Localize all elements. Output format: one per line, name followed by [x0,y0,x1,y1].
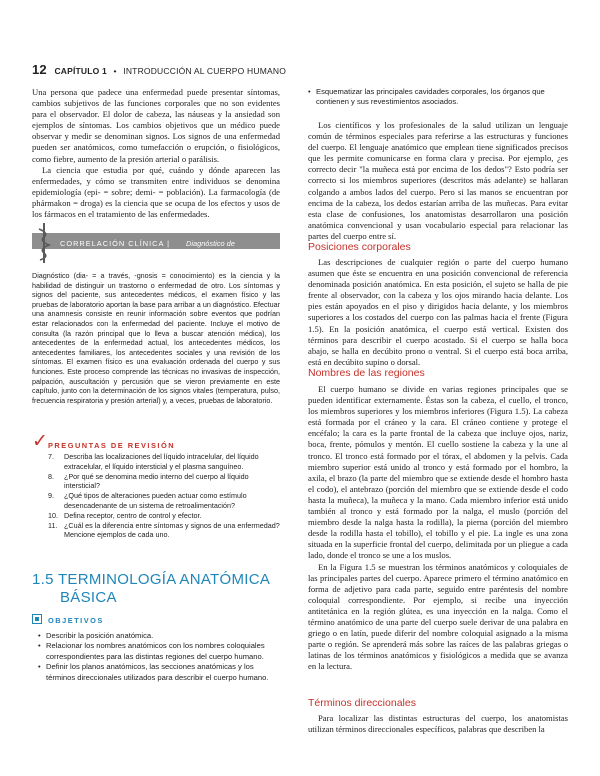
heading-regiones: Nombres de las regiones [308,367,425,379]
chapter-label: CAPÍTULO 1 [54,66,107,76]
objective-item: • Relacionar los nombres anatómicos con los nombres coloquiales correspondientes para las distintas regiones del cuerpo humano. [38,641,265,661]
clinical-subtitle-line1: Diagnóstico de [186,239,235,248]
posiciones-text [308,257,568,368]
anatomy-intro-text [308,120,568,242]
running-header [32,62,286,77]
terminos-paragraph: Para localizar las distintas estructuras del cuerpo, los anatomistas utilizan términos direccionales específicos, palabras que describen la [308,713,568,735]
section-number: 1.5 [32,571,54,588]
section-title-line2: BÁSICA [60,589,117,606]
heading-terminos: Términos direccionales [308,697,416,709]
section-title [32,571,270,607]
review-questions-title: PREGUNTAS DE REVISIÓN [48,441,176,450]
objectives-title: OBJETIVOS [48,616,104,625]
clinical-correlation-title: CORRELACIÓN CLÍNICA | [60,239,170,248]
section-title-line1: TERMINOLOGÍA ANATÓMICA [57,571,271,588]
regiones-text [308,384,568,672]
review-question: 9. ¿Qué tipos de alteraciones pueden actuar como estímulo desencadenante de un sistema de retroalimentación? [48,491,247,510]
review-question: 7. Describa las localizaciones del líquido intracelular, del líquido extracelular, el líquido intersticial y el plasma sanguíneo. [48,452,259,471]
objective-item: • Describir la posición anatómica. [38,631,154,640]
terminos-text [308,713,568,735]
review-question: 11. ¿Cuál es la diferencia entre síntomas y signos de una enfermedad? Mencione ejemplos de cada uno. [48,520,280,540]
objective-item: • Esquematizar las principales cavidades corporales, los órganos que contienen y sus revestimientos asociados. [308,87,545,107]
regiones-paragraph-2: En la Figura 1.5 se muestran los términos anatómicos y coloquiales de las principales partes del cuerpo. Aparece primero el término anatómico en forma de adjetivo para cada parte, seguido entre paréntesis del nombre coloquial correspondiente. Por ejemplo, si recibe una inyección antitetánica en la región glútea, es una inyección en la nalga. Como el término anatómico de una parte del cuerpo suele derivar de una palabra en griego o en latín, puede diferir del nombre coloquial asignado a la misma parte o región. Se aprenderá más sobre las raíces de las palabras griegas o latinas de los términos anatómicos y fisiológicos a medida que se avanza en la lectura. [308,561,568,672]
review-question: 8. ¿Por qué se denomina medio interno del cuerpo al líquido intersticial? [48,471,249,491]
objectives-list [38,631,280,683]
heading-posiciones: Posiciones corporales [308,241,411,253]
objective-item: • Definir los planos anatómicos, las secciones anatómicas y los términos direccionales utilizados para describir el cuerpo humano. [38,662,269,682]
chapter-title: INTRODUCCIÓN AL CUERPO HUMANO [123,66,287,76]
epidemiology-paragraph: La ciencia que estudia por qué, cuándo y dónde aparecen las enfermedades, y cómo se transmiten entre individuos se denomina epidemiología (epi- = sobre; demi- = población). La farmacología (de phármakon = droga) es la ciencia que se ocupa de los efectos y usos de los fármacos en el tratamiento de las enfermedades. [32,164,280,220]
review-questions-list [48,452,280,540]
symptoms-paragraph: Una persona que padece una enfermedad puede presentar síntomas, cambios subjetivos de las funciones corporales que no son evidentes para el observador. El dolor de cabeza, las náuseas y la ansiedad son ejemplos de síntomas. Los cambios objetivos que un médico puede observar y medir se denominan signos. Los signos de una enfermedad pueden ser anatómicos, como tumefacción o erupción, o fisiológicos, como fiebre, aumento de la presión arterial o parálisis. [32,87,280,164]
objectives-header [32,613,104,625]
objectives-list-continued [308,87,566,108]
review-question: 10. Defina receptor, centro de control y efector. [48,510,202,520]
page-number: 12 [32,62,47,77]
regiones-paragraph-1: El cuerpo humano se divide en varias regiones principales que se pueden identificar externamente. Éstas son la cabeza, el cuello, el tronco, los miembros superiores y los miembros inferiores (Figura 1.5). La cabeza está formada por el cráneo y la cara. El cráneo contiene y protege el encéfalo; la cara es la parte frontal de la cabeza que incluye ojos, nariz, boca, frente, pómulos y mentón. El cuello sostiene la cabeza y la une al tronco. El tronco está formado por el tórax, el abdomen y la pelvis. Cada miembro superior está unido al tronco y está formado por el hombro, la axila, el brazo (la parte del miembro que se extiende desde el hombro hasta el codo), el antebrazo (porción del miembro que se extiende desde el codo hasta la muñeca), la muñeca y la mano. Cada miembro inferior está unido también al tronco y está formado por la nalga, el muslo (porción del miembro desde la nalga hasta la rodilla), la pierna (porción del miembro desde la rodilla hasta el tobillo), el tobillo y el pie. La ingle es una zona situada en la superficie frontal del cuerpo, delimitada por un pliegue a cada lado, donde el tronco se une a los muslos. [308,384,568,561]
objectives-icon [32,614,42,624]
clinical-subtitle-line2: enfermedad [186,247,226,257]
posiciones-paragraph: Las descripciones de cualquier región o parte del cuerpo humano asumen que éste se encuentra en una posición convencional de referencia denominada posición anatómica. En esta posición, el sujeto se halla de pie frente al observador, con la cabeza y los ojos mirando hacia delante. Los pies están apoyados en el piso y dirigidos hacia delante, y los miembros superiores a los costados del cuerpo con las palmas hacia el frente (Figura 1.5). En la posición anatómica, el cuerpo está vertical. Existen dos términos para describir el cuerpo acostado. Si el cuerpo se halla boca abajo, se halla en decúbito prono o ventral. Si el cuerpo está boca arriba, está en decúbito supino o dorsal. [308,257,568,367]
intro-text-left [32,87,280,220]
header-separator: • [113,66,117,76]
caduceus-icon [36,223,52,263]
anatomy-intro-paragraph: Los científicos y los profesionales de la salud utilizan un lenguaje común de términos especiales para referirse a las estructuras y funciones del cuerpo. El lenguaje anatómico que emplean tiene significados precisos que les permite comunicarse en forma clara y precisa. Por ejemplo, ¿es correcto decir "la muñeca está por encima de los dedos"? Esto podría ser correcto si los miembros superiores (descritos más adelante) se hallaran colgando a ambos lados del cuerpo. Pero si las manos se encuentran por encima de la cabeza, los dedos estarían arriba de las muñecas. Para evitar esta clase de confusiones, los anatomistas desarrollaron una posición anatómica convencional y usan vocabulario especial para relacionar las partes del cuerpo entre sí. [308,120,568,241]
checkmark-icon: ✓ [32,430,48,452]
clinical-correlation-body: Diagnóstico (dia- = a través, -gnosis = conocimiento) es la ciencia y la habilidad de distinguir un trastorno o enfermedad de otro. Los síntomas y signos del paciente, sus antecedentes médicos, el examen físico y las pruebas de laboratorio aportan la base para arribar a un diagnóstico. Efectuar una anamnesis consiste en reunir información sobre eventos que podrían estar relacionados con la enfermedad del paciente. Incluye el motivo de consulta (la razón principal que lo lleva a buscar atención médica), los antecedentes de la enfermedad actual, los antecedentes médicos, los antecedentes familiares, los antecedentes sociales y una revisión de los síntomas. El examen físico es una evaluación ordenada del cuerpo y sus funciones. Este proceso comprende las técnicas no invasivas de inspección, palpación, auscultación y percusión que se vieron previamente en este capítulo, junto con la determinación de los signos vitales (temperatura, pulso, frecuencia respiratoria y presión arterial) y, a veces, pruebas de laboratorio. [32,271,280,405]
clinical-correlation-subtitle [186,240,235,257]
